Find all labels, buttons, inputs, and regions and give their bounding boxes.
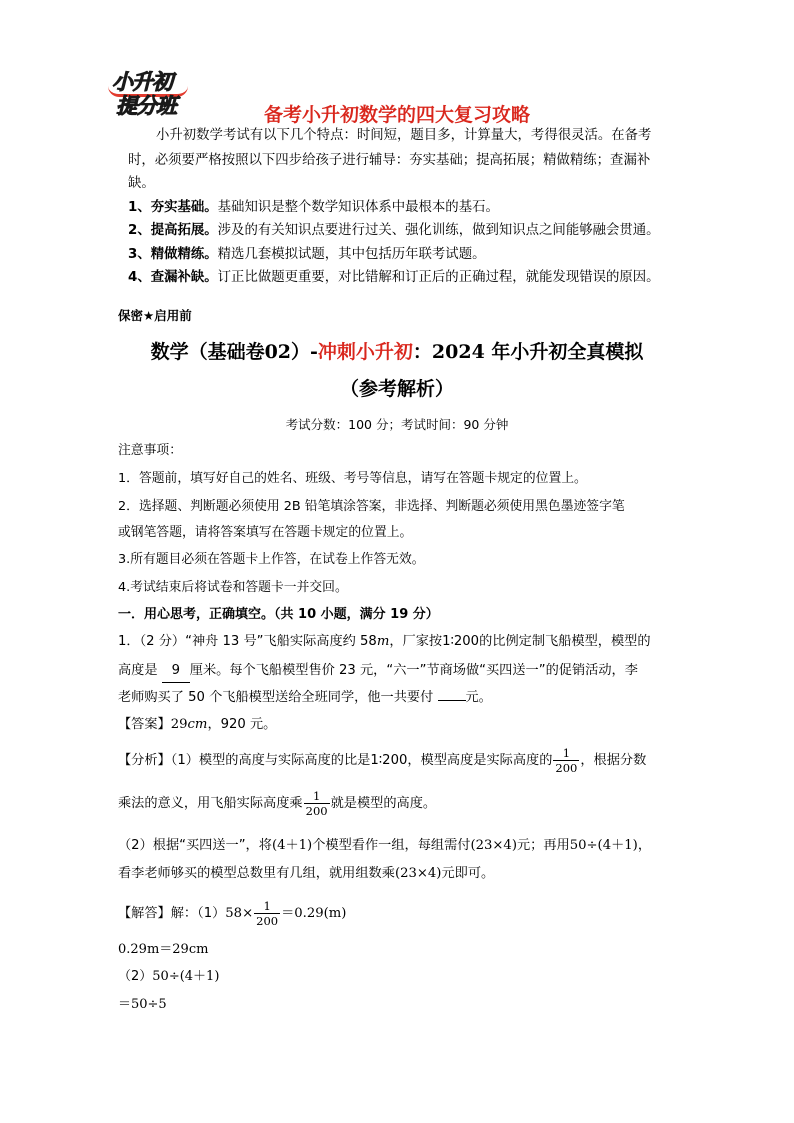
analysis-p3a: （2）根据“买四送一”，将 (118, 838, 272, 853)
tip-3-num: 3、 (128, 247, 151, 262)
section-heading: 一．用心思考，正确填空。（共 10 小题，满分 19 分） (118, 607, 439, 622)
q1-unit-m: m (376, 634, 390, 649)
fraction-numerator: 1 (304, 789, 330, 804)
exam-subtitle: （参考解析） (339, 378, 454, 400)
q1-l3a: 老师购买了 50 个飞船模型送给全班同学，他一共要付 (118, 690, 434, 705)
fraction-denominator: 200 (256, 913, 279, 928)
tip-4-num: 4、 (128, 270, 151, 285)
fraction-denominator: 200 (555, 760, 578, 775)
solution-line-3 (118, 965, 219, 988)
fraction-1-200 (553, 746, 579, 775)
answer-value-1: 29 (170, 717, 188, 732)
tip-4-body: 订正比做题更重要，对比错解和订正后的正确过程，就能发现错误的原因。 (217, 270, 660, 285)
intro-line-1: 小升初数学考试有以下几个特点：时间短，题目多，计算量大，考得很灵活。在备考 (156, 128, 652, 143)
secret-mark: 保密★启用前 (118, 308, 192, 323)
q1-l3b: 元。 (465, 690, 492, 705)
tip-2-num: 2、 (128, 223, 151, 238)
intro-line-3: 缺。 (128, 176, 155, 191)
analysis-p2a: 乘法的意义，用飞船实际高度乘 (118, 796, 303, 811)
analysis-p1a: （1）模型的高度与实际高度的比是1∶200，模型高度是实际高度的 (170, 753, 553, 768)
analysis-expr-2: (23×4) (470, 838, 517, 853)
exam-title-part3: ：2024 年小升初全真模拟 (412, 341, 644, 363)
tip-1 (128, 196, 499, 219)
answer-label: 【答案】 (118, 717, 171, 732)
analysis-line-4 (118, 862, 494, 885)
exam-title-part2: 冲刺小升初 (317, 341, 413, 363)
analysis-p1b: ，根据分数 (580, 753, 647, 768)
exam-info: 考试分数：100 分；考试时间：90 分钟 (285, 417, 509, 432)
logo-line2: 提分班 (116, 94, 176, 118)
fraction-1-200 (254, 899, 280, 928)
solution-s1b: ＝0.29(m) (281, 906, 347, 921)
page-title: 备考小升初数学的四大复习攻略 (263, 104, 530, 126)
solution-s3a: （2） (118, 969, 153, 984)
solution-line-2: 0.29m＝29cm (118, 942, 209, 957)
analysis-expr-1: (4＋1) (271, 838, 313, 853)
intro-line-2: 时，必须要严格按照以下四步给孩子进行辅导：夯实基础；提高拓展；精做精练；查漏补 (128, 153, 651, 168)
note-2-cont: 或钢笔答题，请将答案填写在答题卡规定的位置上。 (118, 525, 413, 540)
analysis-label: 【分析】 (118, 753, 171, 768)
q1-line-2 (118, 659, 638, 683)
note-1: 1．答题前，填写好自己的姓名、班级、考号等信息，请写在答题卡规定的位置上。 (118, 471, 587, 486)
analysis-line-1 (118, 743, 646, 779)
analysis-line-2 (118, 786, 436, 822)
q1-l2a: 高度是 (118, 663, 158, 678)
analysis-expr-4: (23×4) (394, 866, 442, 881)
q1-l1b: ，厂家按1∶200的比例定制飞船模型，模型的 (389, 634, 651, 649)
analysis-p4a: 看李老师够买的模型总数里有几组，就用组数乘 (118, 866, 395, 881)
analysis-p3c: 元；再用 (516, 838, 570, 853)
analysis-expr-3: 50÷(4＋1) (569, 838, 638, 853)
tip-2-body: 涉及的有关知识点要进行过关、强化训练，做到知识点之间能够融会贯通。 (217, 223, 660, 238)
note-2: 2．选择题、判断题必须使用 2B 铅笔填涂答案，非选择、判断题必须使用黑色墨迹签字笔 (118, 499, 625, 514)
tip-3-body: 精选几套模拟试题，其中包括历年联考试题。 (217, 247, 486, 262)
tip-2 (128, 219, 660, 242)
fraction-1-200 (304, 789, 330, 818)
fraction-denominator: 200 (305, 803, 328, 818)
solution-line-1 (118, 896, 346, 932)
solution-line-4: ＝50÷5 (118, 997, 167, 1012)
solution-label: 【解答】 (118, 906, 171, 921)
q1-l1a: 1．（2 分）“神舟 13 号”飞船实际高度约 58 (118, 634, 377, 649)
logo-line1: 小升初 (112, 70, 172, 94)
tip-1-body: 基础知识是整个数学知识体系中最根本的基石。 (217, 200, 499, 215)
answer-rest: ，920 元。 (207, 717, 277, 732)
q1-line-1 (118, 630, 651, 653)
solution-s1a: 58× (225, 906, 254, 921)
tip-3-head: 精做精练。 (150, 247, 218, 262)
solution-s3b: 50÷(4＋1) (152, 969, 220, 984)
analysis-p3d: ， (637, 838, 651, 853)
q1-blank-2 (438, 700, 466, 701)
tip-4 (128, 266, 660, 289)
answer-line (118, 713, 276, 736)
note-4: 4.考试结束后将试卷和答题卡一并交回。 (118, 580, 348, 595)
q1-blank-1: 9 (162, 659, 190, 683)
analysis-p2b: 就是模型的高度。 (330, 796, 437, 811)
analysis-p4b: 元即可。 (441, 866, 495, 881)
tip-1-head: 夯实基础。 (150, 200, 218, 215)
fraction-numerator: 1 (254, 899, 280, 914)
solution-lead: 解：（1） (170, 906, 226, 921)
note-3: 3.所有题目必须在答题卡上作答，在试卷上作答无效。 (118, 552, 425, 567)
exam-title (0, 337, 794, 364)
notes-title: 注意事项： (118, 443, 182, 458)
tip-4-head: 查漏补缺。 (150, 270, 218, 285)
q1-line-3 (118, 686, 492, 709)
analysis-line-3 (118, 834, 651, 857)
fraction-numerator: 1 (553, 746, 579, 761)
tip-2-head: 提高拓展。 (150, 223, 218, 238)
q1-l2b: 厘米。每个飞船模型售价 23 元，“六一”节商场做“买四送一”的促销活动，李 (189, 663, 638, 678)
analysis-p3b: 个模型看作一组，每组需付 (312, 838, 471, 853)
tip-3 (128, 243, 485, 266)
tip-1-num: 1、 (128, 200, 151, 215)
exam-title-part1: 数学（基础卷02）- (150, 341, 318, 363)
answer-unit-1: cm (187, 717, 208, 732)
